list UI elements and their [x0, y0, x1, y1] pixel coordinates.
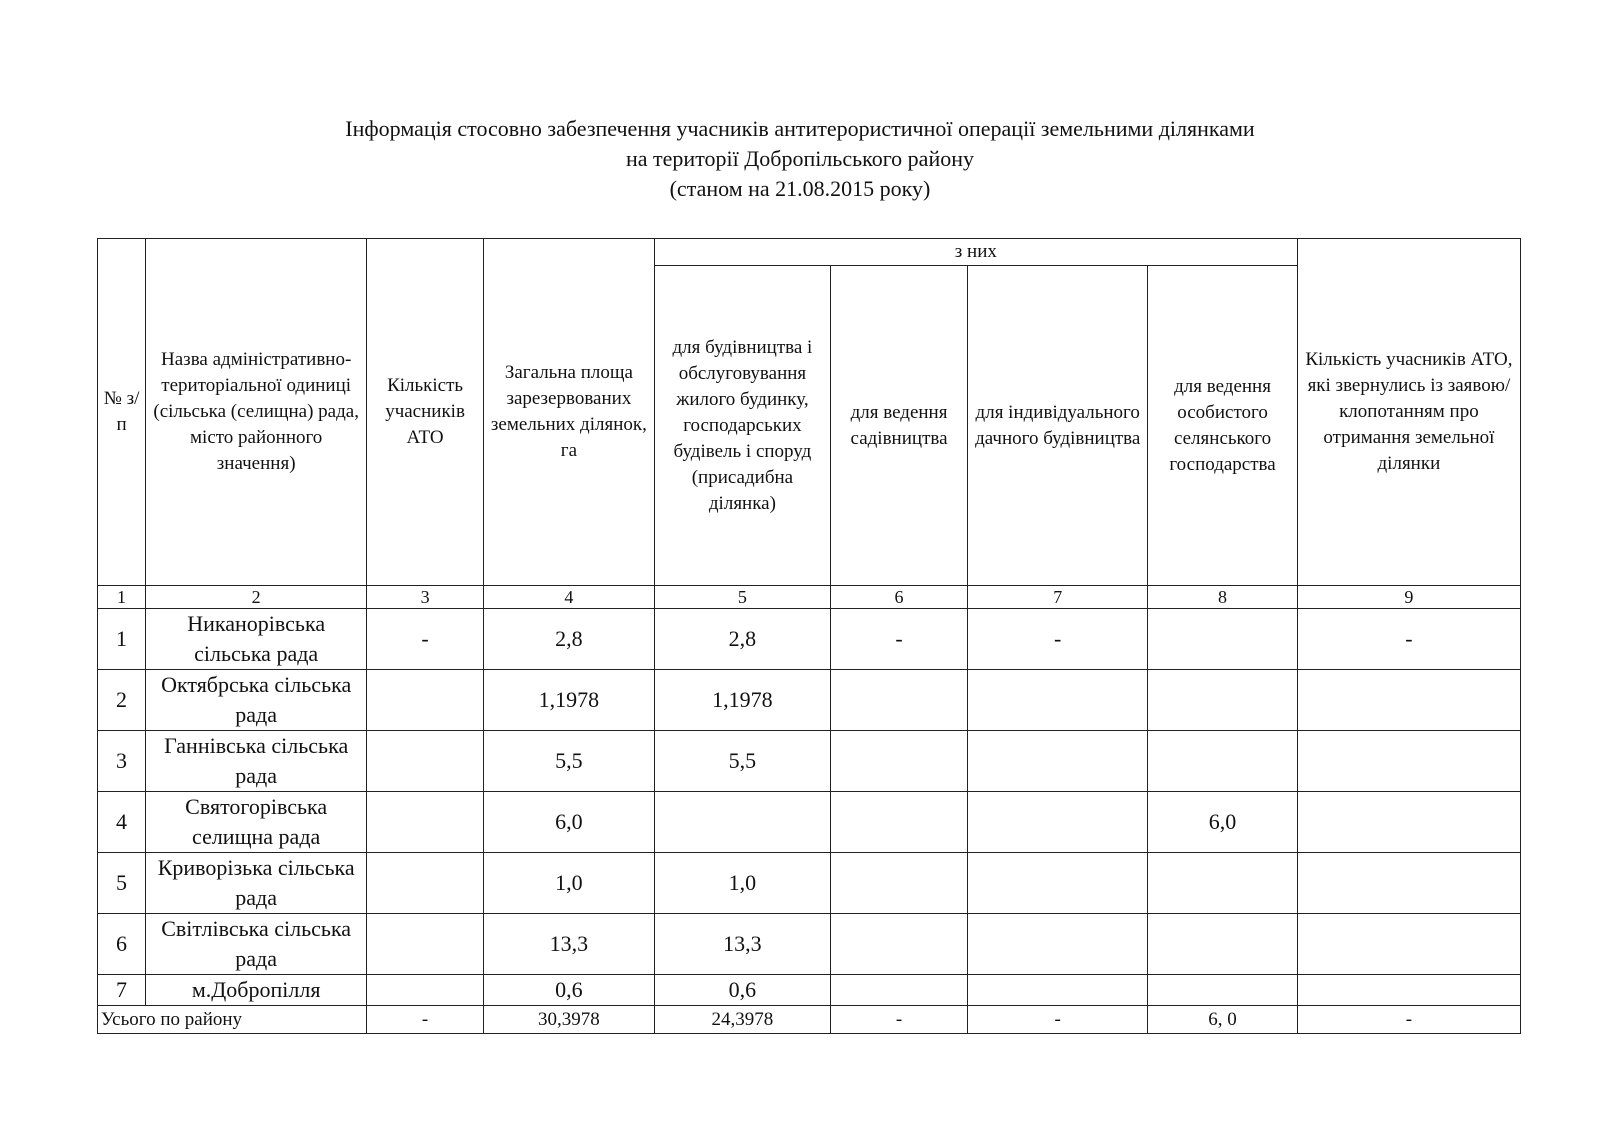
- table-row: [98, 975, 1521, 1006]
- header-farming: для ведення особистого селянського господарства: [1148, 266, 1297, 586]
- row-dacha: [968, 670, 1148, 731]
- row-farming: [1148, 853, 1297, 914]
- row-unit-name: Святогорівська селищна рада: [146, 792, 367, 853]
- row-unit-name: м.Добропілля: [146, 975, 367, 1006]
- row-housing: 2,8: [654, 609, 830, 670]
- row-number: 2: [98, 670, 146, 731]
- document-title: [0, 114, 1600, 204]
- column-number: 8: [1148, 586, 1297, 609]
- header-housing: для будівництва і обслуговування жилого будинку, господарських будівель і споруд (присадибна ділянка): [654, 266, 830, 586]
- row-total-area: 6,0: [483, 792, 654, 853]
- row-total-area: 1,0: [483, 853, 654, 914]
- table-row: [98, 853, 1521, 914]
- title-line-2: на території Добропільського району: [626, 146, 974, 171]
- row-farming: 6,0: [1148, 792, 1297, 853]
- total-row: [98, 1006, 1521, 1034]
- row-housing: 13,3: [654, 914, 830, 975]
- row-farming: [1148, 609, 1297, 670]
- row-unit-name: Криворізька сільська рада: [146, 853, 367, 914]
- row-number: 4: [98, 792, 146, 853]
- row-housing: [654, 792, 830, 853]
- row-gardening: -: [830, 609, 967, 670]
- row-unit-name: Світлівська сільська рада: [146, 914, 367, 975]
- row-gardening: [830, 914, 967, 975]
- column-number: 5: [654, 586, 830, 609]
- header-applicants-count: Кількість учасників АТО, які звернулись із заявою/клопотанням про отримання земельної ділянки: [1297, 239, 1520, 586]
- row-dacha: [968, 792, 1148, 853]
- row-gardening: [830, 731, 967, 792]
- row-farming: [1148, 914, 1297, 975]
- row-farming: [1148, 731, 1297, 792]
- header-group-of-them: з них: [654, 239, 1297, 266]
- row-ato-count: [367, 670, 484, 731]
- row-total-area: 2,8: [483, 609, 654, 670]
- row-ato-count: [367, 853, 484, 914]
- row-applicants: -: [1297, 609, 1520, 670]
- row-farming: [1148, 975, 1297, 1006]
- total-area: 30,3978: [483, 1006, 654, 1034]
- row-ato-count: [367, 975, 484, 1006]
- row-total-area: 5,5: [483, 731, 654, 792]
- row-farming: [1148, 670, 1297, 731]
- table-header: [98, 239, 1521, 609]
- table-row: [98, 731, 1521, 792]
- table-body: [98, 609, 1521, 1006]
- column-number: 7: [968, 586, 1148, 609]
- title-line-1: Інформація стосовно забезпечення учасників антитерористичної операції земельними ділянками: [345, 116, 1255, 141]
- header-total-area: Загальна площа зарезервованих земельних ділянок, га: [483, 239, 654, 586]
- row-housing: 5,5: [654, 731, 830, 792]
- row-unit-name: Никанорівська сільська рада: [146, 609, 367, 670]
- column-number: 2: [146, 586, 367, 609]
- header-dacha: для індивідуального дачного будівництва: [968, 266, 1148, 586]
- row-total-area: 13,3: [483, 914, 654, 975]
- row-gardening: [830, 792, 967, 853]
- row-number: 6: [98, 914, 146, 975]
- row-applicants: [1297, 731, 1520, 792]
- header-unit-name: Назва адміністративно-територіальної одиниці (сільська (селищна) рада, місто районного значення): [146, 239, 367, 586]
- row-gardening: [830, 853, 967, 914]
- row-ato-count: [367, 731, 484, 792]
- title-line-3: (станом на 21.08.2015 року): [669, 176, 931, 201]
- column-number: 4: [483, 586, 654, 609]
- land-plots-table: [97, 238, 1521, 1034]
- row-applicants: [1297, 670, 1520, 731]
- row-ato-count: [367, 792, 484, 853]
- row-housing: 1,0: [654, 853, 830, 914]
- row-dacha: [968, 731, 1148, 792]
- row-number: 3: [98, 731, 146, 792]
- header-number: № з/п: [98, 239, 146, 586]
- row-applicants: [1297, 792, 1520, 853]
- row-applicants: [1297, 853, 1520, 914]
- column-number: 6: [830, 586, 967, 609]
- row-dacha: [968, 853, 1148, 914]
- table-row: [98, 670, 1521, 731]
- row-gardening: [830, 670, 967, 731]
- column-number: 1: [98, 586, 146, 609]
- row-dacha: -: [968, 609, 1148, 670]
- row-number: 1: [98, 609, 146, 670]
- row-total-area: 1,1978: [483, 670, 654, 731]
- header-gardening: для ведення садівництва: [830, 266, 967, 586]
- row-gardening: [830, 975, 967, 1006]
- total-applicants: -: [1297, 1006, 1520, 1034]
- row-housing: 0,6: [654, 975, 830, 1006]
- row-unit-name: Ганнівська сільська рада: [146, 731, 367, 792]
- row-ato-count: [367, 914, 484, 975]
- table-row: [98, 792, 1521, 853]
- total-farming: 6, 0: [1148, 1006, 1297, 1034]
- total-dacha: -: [968, 1006, 1148, 1034]
- row-dacha: [968, 975, 1148, 1006]
- table-row: [98, 914, 1521, 975]
- row-number: 7: [98, 975, 146, 1006]
- row-housing: 1,1978: [654, 670, 830, 731]
- row-number: 5: [98, 853, 146, 914]
- header-ato-count: Кількість учасників АТО: [367, 239, 484, 586]
- table-footer: [98, 1006, 1521, 1034]
- column-numbers-row: [98, 586, 1521, 609]
- row-applicants: [1297, 914, 1520, 975]
- total-ato-count: -: [367, 1006, 484, 1034]
- total-gardening: -: [830, 1006, 967, 1034]
- row-ato-count: -: [367, 609, 484, 670]
- row-unit-name: Октябрська сільська рада: [146, 670, 367, 731]
- column-number: 9: [1297, 586, 1520, 609]
- row-applicants: [1297, 975, 1520, 1006]
- row-total-area: 0,6: [483, 975, 654, 1006]
- table-row: [98, 609, 1521, 670]
- total-label: Усього по району: [98, 1006, 367, 1034]
- row-dacha: [968, 914, 1148, 975]
- total-housing: 24,3978: [654, 1006, 830, 1034]
- column-number: 3: [367, 586, 484, 609]
